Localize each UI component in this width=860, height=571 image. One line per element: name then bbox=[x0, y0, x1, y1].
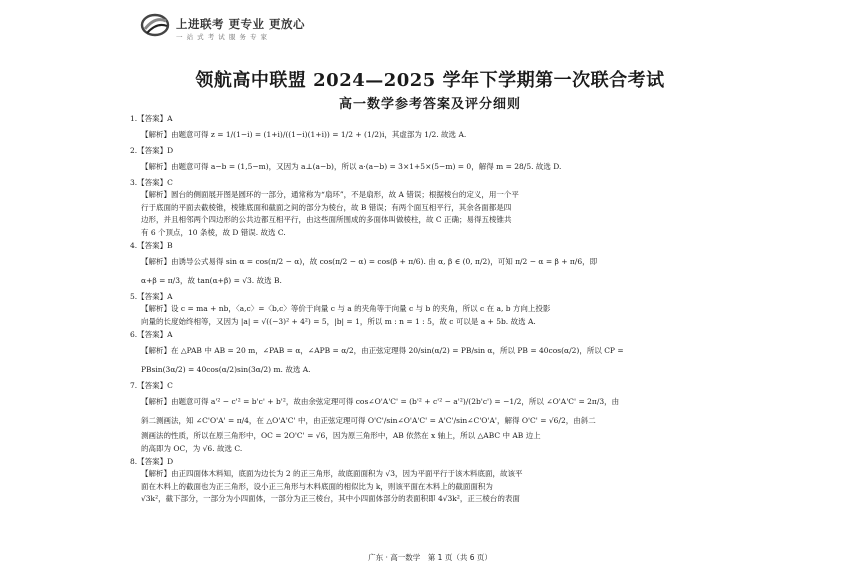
analysis-line: 的高即为 OC，为 √6. 故选 C. bbox=[141, 443, 243, 453]
analysis-line: α+β = π/3，故 tan(α+β) = √3. 故选 B. bbox=[141, 276, 282, 285]
analysis-line: 【解析】在 △PAB 中 AB = 20 m，∠PAB = α，∠APB = α/2，由正弦定理得 20/sin(α/2) = PB/sin α，所以 PB = 40cos(α/2)，所以 CP = bbox=[141, 346, 624, 355]
analysis-line: 面在木料上的截面也为正三角形，设小正三角形与木料底面的相似比为 k，则该平面在木料上的截面面积为 bbox=[141, 481, 493, 491]
answer-list bbox=[130, 112, 730, 506]
analysis-line: 【解析】由正四面体木料知，底面为边长为 2 的正三角形，故底面面积为 √3，因为平面平行于该木料底面，故该平 bbox=[141, 469, 523, 478]
answer-label: 4.【答案】B bbox=[130, 241, 173, 250]
analysis-text bbox=[141, 125, 730, 144]
header-sub-slogan: 一 站 式 考 试 服 务 专 家 bbox=[176, 33, 269, 41]
exam-subtitle: 高一数学参考答案及评分细则 bbox=[338, 97, 521, 112]
question-item bbox=[130, 112, 730, 144]
question-item bbox=[130, 176, 730, 239]
answer-label: 7.【答案】C bbox=[130, 381, 173, 390]
analysis-text bbox=[141, 468, 730, 506]
analysis-line: 【解析】设 c = ma + nb，〈a,c〉=〈b,c〉等价于向量 c 与 a 的夹角等于向量 c 与 b 的夹角，所以 c 在 a, b 方向上投影 bbox=[141, 304, 551, 313]
analysis-line: 【解析】由题意可得 z = 1/(1−i) = (1+i)/((1−i)(1+i)) = 1/2 + (1/2)i，其虚部为 1/2. 故选 A. bbox=[141, 130, 467, 139]
answer-label: 5.【答案】A bbox=[130, 292, 173, 301]
analysis-line: 【解析】由题意可得 a'² − c'² = b'c' + b'²，故由余弦定理可得 cos∠O'A'C' = (b'² + c'² − a'²)/(2b'c') = −1/2，所以 ∠O'A'C' = 2π/3，由 bbox=[141, 397, 620, 406]
analysis-text bbox=[141, 341, 730, 379]
analysis-text bbox=[141, 392, 730, 455]
header-logo bbox=[140, 10, 340, 44]
page-footer: 广东 · 高一数学 第 1 页（共 6 页） bbox=[368, 553, 492, 562]
question-item bbox=[130, 144, 730, 176]
answer-label: 2.【答案】D bbox=[130, 146, 174, 155]
analysis-line: 有 6 个顶点，10 条棱，故 D 错误. 故选 C. bbox=[141, 227, 286, 237]
analysis-text bbox=[141, 157, 730, 176]
answer-label: 6.【答案】A bbox=[130, 330, 173, 339]
question-item bbox=[130, 455, 730, 506]
analysis-line: 测画法的性质，所以在原三角形中，OC = 2O'C' = √6，因为原三角形中，AB 依然在 x 轴上，所以 △ABC 中 AB 边上 bbox=[141, 431, 541, 440]
analysis-line: 【解析】由诱导公式易得 sin α = cos(π/2 − α)，故 cos(π/2 − α) = cos(β + π/6). 由 α, β ∈ (0, π/2)，可知 π/2 − α = β + π/6，即 bbox=[141, 257, 598, 266]
analysis-text bbox=[141, 303, 730, 328]
question-item bbox=[130, 290, 730, 328]
exam-title: 领航高中联盟 2024—2025 学年下学期第一次联合考试 bbox=[195, 70, 665, 91]
question-item bbox=[130, 239, 730, 290]
analysis-line: 【解析】由题意可得 a−b = (1,5−m)，又因为 a⊥(a−b)，所以 a·(a−b) = 3×1+5×(5−m) = 0，解得 m = 28/5. 故选 D. bbox=[141, 162, 562, 171]
analysis-line: PBsin(3α/2) = 40cos(α/2)sin(3α/2) m. 故选 A. bbox=[141, 365, 311, 374]
analysis-line: 边形，并且相邻两个四边形的公共边都互相平行，由这些面所围成的多面体叫做棱柱，故 C 正确；易得五棱锥共 bbox=[141, 215, 512, 224]
analysis-line: 行于底面的平面去截棱锥，棱锥底面和截面之间的部分为棱台，故 B 错误；有两个面互相平行，其余各面都是四 bbox=[141, 202, 512, 212]
brand-logo-icon bbox=[140, 12, 170, 38]
question-item bbox=[130, 328, 730, 379]
analysis-line: 【解析】圆台的侧面展开图是圆环的一部分，通常称为“扇环”，不是扇形，故 A 错误；根据棱台的定义，用一个平 bbox=[141, 190, 519, 199]
analysis-line: 向量的长度始终相等，又因为 |a| = √((−3)² + 4²) = 5，|b| = 1，所以 m : n = 1 : 5，故 c 可以是 a + 5b. 故选 A. bbox=[141, 316, 536, 326]
answer-label: 3.【答案】C bbox=[130, 178, 173, 187]
analysis-text bbox=[141, 189, 730, 239]
question-item bbox=[130, 379, 730, 455]
analysis-text bbox=[141, 252, 730, 290]
header-slogan: 上进联考 更专业 更放心 bbox=[176, 17, 306, 31]
answer-label: 8.【答案】D bbox=[130, 457, 174, 466]
analysis-line: √3k²，截下部分，一部分为小四面体，一部分为正三棱台，其中小四面体部分的表面积即 4√3k²，正三棱台的表面 bbox=[141, 494, 520, 503]
answer-label: 1.【答案】A bbox=[130, 114, 173, 123]
analysis-line: 斜二测画法，知 ∠C'O'A' = π/4，在 △O'A'C' 中，由正弦定理可得 O'C'/sin∠O'A'C' = A'C'/sin∠C'O'A'，解得 O'C' = √6/2，由斜二 bbox=[141, 416, 596, 425]
